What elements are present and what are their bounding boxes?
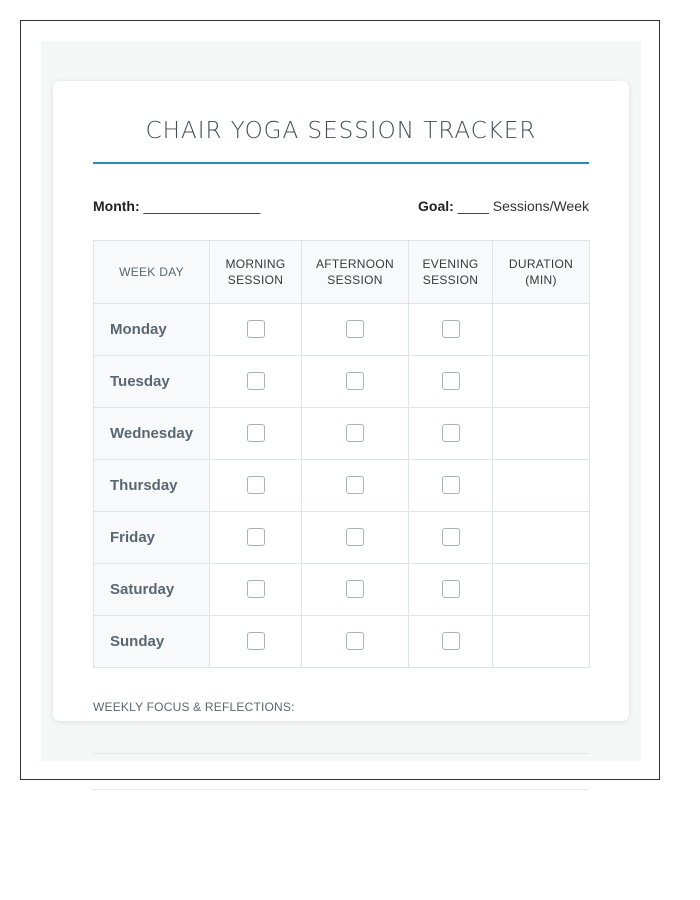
evening-checkbox[interactable] [442, 632, 460, 650]
day-label: Sunday [94, 616, 210, 668]
morning-checkbox[interactable] [247, 372, 265, 390]
afternoon-cell [302, 512, 409, 564]
table-row [94, 564, 590, 616]
day-label: Friday [94, 512, 210, 564]
afternoon-cell [302, 408, 409, 460]
day-label: Thursday [94, 460, 210, 512]
afternoon-checkbox[interactable] [346, 320, 364, 338]
duration-cell[interactable] [493, 512, 590, 564]
header-morning-session: MORNING SESSION [210, 241, 302, 304]
table-row [94, 616, 590, 668]
session-table [93, 240, 590, 668]
table-row [94, 460, 590, 512]
afternoon-cell [302, 356, 409, 408]
evening-cell [409, 304, 493, 356]
duration-cell[interactable] [493, 408, 590, 460]
morning-cell [210, 616, 302, 668]
table-header-row [94, 241, 590, 304]
evening-checkbox[interactable] [442, 424, 460, 442]
evening-checkbox[interactable] [442, 372, 460, 390]
duration-cell[interactable] [493, 356, 590, 408]
duration-cell[interactable] [493, 564, 590, 616]
duration-cell[interactable] [493, 616, 590, 668]
duration-cell[interactable] [493, 460, 590, 512]
table-row [94, 356, 590, 408]
evening-cell [409, 356, 493, 408]
day-label: Tuesday [94, 356, 210, 408]
morning-cell [210, 512, 302, 564]
evening-cell [409, 512, 493, 564]
reflections-label: WEEKLY FOCUS & REFLECTIONS: [93, 700, 295, 714]
day-label: Monday [94, 304, 210, 356]
morning-cell [210, 356, 302, 408]
header-duration: DURATION (MIN) [493, 241, 590, 304]
morning-checkbox[interactable] [247, 476, 265, 494]
afternoon-checkbox[interactable] [346, 632, 364, 650]
afternoon-checkbox[interactable] [346, 528, 364, 546]
title-underline [93, 162, 589, 164]
morning-checkbox[interactable] [247, 424, 265, 442]
header-week-day: WEEK DAY [94, 241, 210, 304]
goal-label: Goal: [418, 198, 454, 214]
evening-cell [409, 408, 493, 460]
evening-cell [409, 460, 493, 512]
afternoon-cell [302, 460, 409, 512]
table-row [94, 304, 590, 356]
day-label: Wednesday [94, 408, 210, 460]
evening-cell [409, 616, 493, 668]
goal-blank: ____ [457, 198, 489, 214]
day-label: Saturday [94, 564, 210, 616]
morning-cell [210, 408, 302, 460]
month-label: Month: [93, 198, 140, 214]
afternoon-cell [302, 564, 409, 616]
morning-checkbox[interactable] [247, 632, 265, 650]
reflection-line[interactable] [93, 753, 589, 754]
afternoon-checkbox[interactable] [346, 372, 364, 390]
duration-cell[interactable] [493, 304, 590, 356]
morning-checkbox[interactable] [247, 320, 265, 338]
morning-checkbox[interactable] [247, 580, 265, 598]
evening-cell [409, 564, 493, 616]
afternoon-checkbox[interactable] [346, 580, 364, 598]
goal-field[interactable] [418, 198, 589, 214]
goal-unit: Sessions/Week [492, 198, 589, 214]
morning-cell [210, 460, 302, 512]
morning-checkbox[interactable] [247, 528, 265, 546]
afternoon-checkbox[interactable] [346, 424, 364, 442]
afternoon-checkbox[interactable] [346, 476, 364, 494]
header-evening-session: EVENING SESSION [409, 241, 493, 304]
evening-checkbox[interactable] [442, 580, 460, 598]
table-row [94, 408, 590, 460]
evening-checkbox[interactable] [442, 320, 460, 338]
page-title: CHAIR YOGA SESSION TRACKER [145, 118, 537, 144]
morning-cell [210, 304, 302, 356]
table-row [94, 512, 590, 564]
header-afternoon-session: AFTERNOON SESSION [302, 241, 409, 304]
reflection-line[interactable] [93, 789, 589, 790]
evening-checkbox[interactable] [442, 476, 460, 494]
month-blank: _______________ [143, 198, 261, 214]
afternoon-cell [302, 304, 409, 356]
afternoon-cell [302, 616, 409, 668]
morning-cell [210, 564, 302, 616]
evening-checkbox[interactable] [442, 528, 460, 546]
month-field[interactable] [93, 198, 260, 214]
